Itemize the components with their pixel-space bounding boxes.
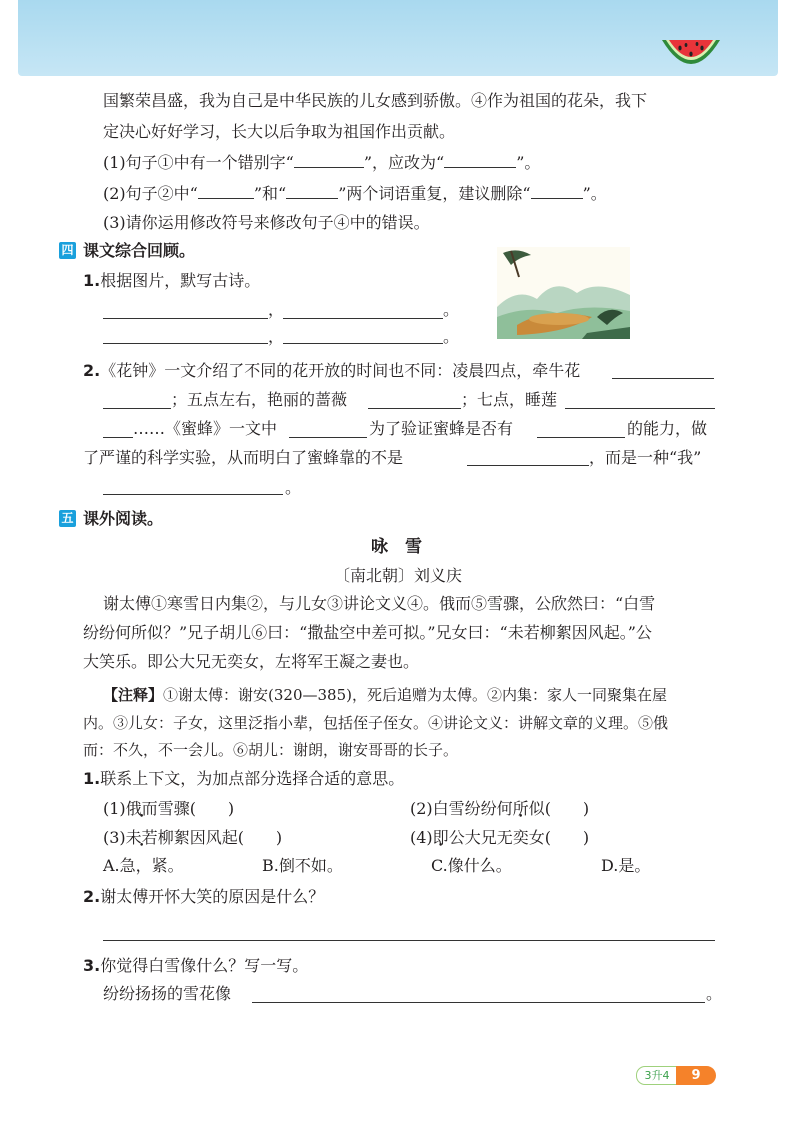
text-line: ；七点，睡莲 <box>461 390 558 409</box>
answer-blank[interactable] <box>537 437 625 438</box>
text-line: 为了验证蜜蜂是否有 <box>369 419 514 438</box>
question-prev-1 <box>103 151 540 174</box>
question-text: 你觉得白雪像什么？写一写。 <box>100 956 309 975</box>
watermelon-icon <box>660 36 722 76</box>
question-number: 1. <box>83 769 101 788</box>
answer-prompt: 纷纷扬扬的雪花像 <box>103 984 232 1003</box>
poem-title: 咏 雪 <box>371 537 422 557</box>
question-number: 1. <box>83 271 101 290</box>
dotted-word: 即 <box>432 828 449 847</box>
text-line: 了严谨的科学实验，从而明白了蜜蜂靠的不是 <box>83 448 404 467</box>
comma: ， <box>268 300 285 319</box>
text: (1)句子①中有一个错别字“ <box>103 153 294 172</box>
option-b: B.倒不如。 <box>262 856 343 875</box>
question-prev-3: (3)请你运用修改符号来修改句子④中的错误。 <box>103 213 430 232</box>
poem-blank[interactable] <box>283 318 443 319</box>
answer-paren[interactable]: ( ) <box>544 799 590 818</box>
text: (4) <box>410 828 433 847</box>
comma: ， <box>268 327 285 346</box>
text-line: 的能力，做 <box>627 419 708 438</box>
option-c: C.像什么。 <box>431 856 512 875</box>
question-number: 2. <box>83 361 101 380</box>
question-number: 3. <box>83 956 101 975</box>
page-number: 9 <box>676 1066 716 1085</box>
answer-paren[interactable]: 柳絮因风起( ) <box>157 828 283 847</box>
dotted-word: 未若 <box>125 828 158 847</box>
note-label: 【注释】 <box>103 686 164 704</box>
text-line: ……《蜜蜂》一文中 <box>133 419 278 438</box>
section-title: 课外阅读。 <box>83 509 164 528</box>
dotted-word: 何所似 <box>496 799 545 818</box>
sub-question <box>103 798 234 820</box>
note-line: 而：不久，不一会儿。⑥胡儿：谢朗，谢安哥哥的长子。 <box>83 741 459 759</box>
answer-blank[interactable] <box>531 182 583 199</box>
passage-line: 谢太傅①寒雪日内集②，与儿女③讲论文义④。俄而⑤雪骤，公欣然曰：“白雪 <box>103 594 656 613</box>
answer-blank[interactable] <box>103 408 171 409</box>
text: ”。 <box>516 153 541 172</box>
option-a: A.急，紧。 <box>103 856 184 875</box>
text-line: ，而是一种“我” <box>589 448 702 467</box>
question-number: 2. <box>83 887 101 906</box>
question-1 <box>83 270 260 292</box>
text: (2)句子②中“ <box>103 184 198 203</box>
answer-blank[interactable] <box>286 182 338 199</box>
dotted-word: 俄而 <box>125 799 158 818</box>
question-1 <box>83 768 404 790</box>
answer-blank[interactable] <box>612 378 714 379</box>
note-line <box>103 684 667 706</box>
period: 。 <box>443 300 460 319</box>
note-text: ①谢太傅：谢安(320—385)，死后追赠为太傅。②内集：家人一同聚集在屋 <box>163 686 667 704</box>
section-title: 课文综合回顾。 <box>83 241 196 260</box>
section-five-icon: 五 <box>59 510 76 527</box>
answer-line[interactable] <box>103 940 715 941</box>
question-2 <box>83 886 324 908</box>
text: (2)白雪纷纷 <box>410 799 497 818</box>
answer-line[interactable] <box>252 1002 705 1003</box>
answer-blank[interactable] <box>289 437 367 438</box>
text: (3) <box>103 828 126 847</box>
sub-question <box>410 798 589 820</box>
sub-question <box>410 827 589 849</box>
answer-paren[interactable]: 公大兄无奕女( ) <box>448 828 590 847</box>
poem-blank[interactable] <box>103 343 268 344</box>
text: ”，应改为“ <box>363 153 445 172</box>
text: ”两个词语重复，建议删除“ <box>338 184 531 203</box>
passage-line: 大笑乐。即公大兄无奕女，左将军王凝之妻也。 <box>83 652 420 671</box>
sub-question <box>103 827 282 849</box>
text-line: ；五点左右，艳丽的蔷薇 <box>171 390 348 409</box>
answer-blank[interactable] <box>103 494 283 495</box>
landscape-picture <box>497 247 630 339</box>
answer-blank[interactable] <box>198 182 254 199</box>
option-d: D.是。 <box>601 856 651 875</box>
answer-blank[interactable] <box>565 408 715 409</box>
section-four-icon: 四 <box>59 242 76 259</box>
question-prev-2 <box>103 182 607 205</box>
text: ”。 <box>582 184 607 203</box>
answer-blank[interactable] <box>294 151 364 168</box>
text: (1) <box>103 799 126 818</box>
answer-paren[interactable]: 雪骤( ) <box>157 799 235 818</box>
poem-author: 〔南北朝〕刘义庆 <box>334 566 463 585</box>
text-line: 定决心好好学习，长大以后争取为祖国作出贡献。 <box>103 122 456 141</box>
question-text: 谢太傅开怀大笑的原因是什么？ <box>100 887 325 906</box>
period: 。 <box>706 984 723 1003</box>
passage-line: 纷纷何所似？”兄子胡儿⑥曰：“撒盐空中差可拟。”兄女曰：“未若柳絮因风起。”公 <box>83 623 652 642</box>
period: 。 <box>285 478 302 497</box>
poem-blank[interactable] <box>103 318 268 319</box>
question-text: 联系上下文，为加点部分选择合适的意思。 <box>100 769 405 788</box>
question-text: 《花钟》一文介绍了不同的花开放的时间也不同：凌晨四点，牵牛花 <box>100 361 581 380</box>
answer-blank[interactable] <box>103 437 133 438</box>
poem-blank[interactable] <box>283 343 443 344</box>
text-line: 国繁荣昌盛，我为自己是中华民族的儿女感到骄傲。④作为祖国的花朵，我下 <box>103 91 648 110</box>
text: ”和“ <box>253 184 287 203</box>
question-2 <box>83 360 580 382</box>
grade-label: 3升4 <box>636 1066 678 1085</box>
question-3 <box>83 955 308 977</box>
answer-blank[interactable] <box>444 151 516 168</box>
period: 。 <box>443 327 460 346</box>
question-text: 根据图片，默写古诗。 <box>100 271 261 290</box>
answer-blank[interactable] <box>368 408 461 409</box>
note-line: 内。③儿女：子女，这里泛指小辈，包括侄子侄女。④讲论文义：讲解文章的义理。⑤俄 <box>83 714 669 732</box>
answer-blank[interactable] <box>467 465 589 466</box>
